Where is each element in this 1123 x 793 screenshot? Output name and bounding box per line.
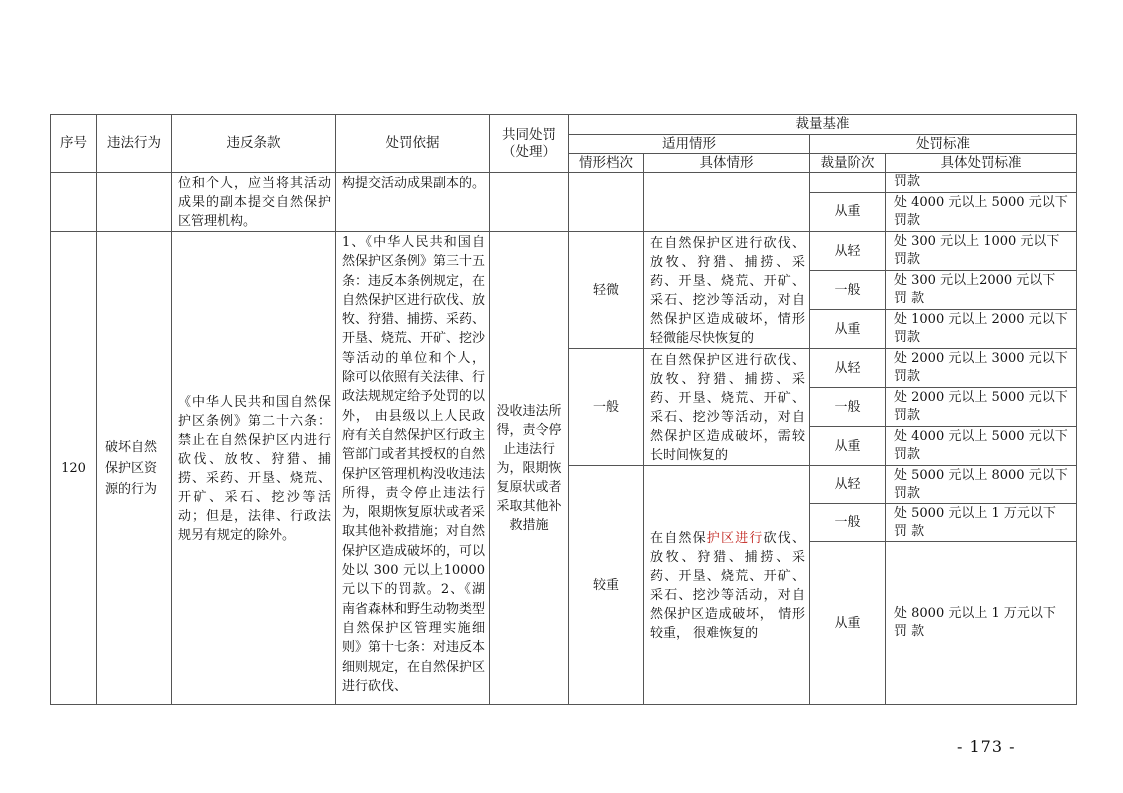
header-detail: 具体处罚标准 [886, 154, 1077, 173]
standard-serious-lenient: 处 5000 元以上 8000 元以下 罚款 [886, 466, 1077, 504]
row-common: 没收违法所得，责令停止违法行为，限期恢复原状或者采取其他补救措施 [490, 232, 569, 705]
standard-light-lenient: 处 300 元以上 1000 元以下 罚款 [886, 232, 1077, 271]
prev-stage-heavy: 从重 [810, 192, 886, 231]
standard-serious-heavy: 处 8000 元以上 1 万元以下 罚 款 [886, 542, 1077, 705]
highlighted-text: 护区进行 [706, 530, 764, 546]
page-number: - 173 - [957, 737, 1016, 756]
prev-seq-cell [51, 173, 97, 232]
header-applicable: 适用情形 [569, 135, 810, 154]
stage-general-lenient: 从轻 [810, 349, 886, 388]
stage-general-heavy: 从重 [810, 427, 886, 466]
stage-serious-normal: 一般 [810, 504, 886, 542]
stage-general-normal: 一般 [810, 388, 886, 427]
prev-situation-cell [644, 173, 810, 232]
stage-serious-heavy: 从重 [810, 542, 886, 705]
header-situation: 具体情形 [644, 154, 810, 173]
header-basis: 处罚依据 [336, 115, 490, 173]
prev-clause-tail: 位和个人，应当将其活动成果的副本提交自然保护区管理机构。 [172, 173, 336, 232]
level-general: 一般 [569, 349, 644, 466]
row-act: 破坏自然保护区资源的行为 [97, 232, 172, 705]
standard-light-heavy: 处 1000 元以上 2000 元以下 罚款 [886, 310, 1077, 349]
prev-level-cell [569, 173, 644, 232]
stage-light-lenient: 从轻 [810, 232, 886, 271]
row-seq: 120 [51, 232, 97, 705]
header-level: 情形档次 [569, 154, 644, 173]
level-serious: 较重 [569, 466, 644, 705]
prev-basis-tail: 构提交活动成果副本的。 [336, 173, 490, 232]
stage-serious-lenient: 从轻 [810, 466, 886, 504]
prev-standard-tail: 罚款 [886, 173, 1077, 193]
situation-serious: 在自然保护区进行砍伐、放牧、狩猎、捕捞、采药、开垦、烧荒、开矿、采石、挖沙等活动，对自然保护区造成破坏， 情形较重， 很难恢复的 [644, 466, 810, 705]
standard-serious-normal: 处 5000 元以上 1 万元以下 罚 款 [886, 504, 1077, 542]
standard-general-lenient: 处 2000 元以上 3000 元以下 罚款 [886, 349, 1077, 388]
row-basis: 1、《中华人民共和国自然保护区条例》第三十五条：违反本条例规定，在自然保护区进行砍伐、放牧、狩猎、捕捞、采药、开垦、烧荒、开矿、挖沙等活动的单位和个人， 除可以依照有关法律、行政法规规定给予处罚的以外， 由县级以上人民政府有关自然保护区行政主管部门或者其授权的自然保护区管理机构没收违法所得，责令停止违法行为，限期恢复原状或者采取其他补救措施；对自然保护区造成破坏的，可以处以 300 元以上10000 元以下的罚款。2、《湖南省森林和野生动物类型自然保护区管理实施细则》第十七条：对违反本细则规定，在自然保护区进行砍伐、 [336, 232, 490, 705]
prev-act-cell [97, 173, 172, 232]
standard-general-heavy: 处 4000 元以上 5000 元以下 罚款 [886, 427, 1077, 466]
header-seq: 序号 [51, 115, 97, 173]
stage-light-normal: 一般 [810, 271, 886, 310]
header-clause: 违反条款 [172, 115, 336, 173]
situation-general: 在自然保护区进行砍伐、放牧、狩猎、捕捞、采药、开垦、烧荒、开矿、采石、挖沙等活动，对自然保护区造成破坏，需较长时间恢复的 [644, 349, 810, 466]
prev-standard-heavy: 处 4000 元以上 5000 元以下 罚款 [886, 192, 1077, 231]
prev-common-cell [490, 173, 569, 232]
header-standard: 处罚标准 [810, 135, 1077, 154]
prev-stage-cell [810, 173, 886, 193]
level-light: 轻微 [569, 232, 644, 349]
standard-light-normal: 处 300 元以上2000 元以下 罚 款 [886, 271, 1077, 310]
standard-general-normal: 处 2000 元以上 5000 元以下 罚款 [886, 388, 1077, 427]
header-discretion: 裁量基准 [569, 115, 1077, 135]
situation-light: 在自然保护区进行砍伐、放牧、狩猎、捕捞、采药、开垦、烧荒、开矿、采石、挖沙等活动，对自然保护区造成破坏，情形轻微能尽快恢复的 [644, 232, 810, 349]
header-stage: 裁量阶次 [810, 154, 886, 173]
row-clause: 《中华人民共和国自然保护区条例》第二十六条：禁止在自然保护区内进行砍伐、放牧、狩猎、捕捞、采药、开垦、烧荒、开矿、采石、挖沙等活动；但是，法律、行政法规另有规定的除外。 [172, 232, 336, 705]
penalty-standards-table [50, 114, 1077, 705]
header-common: 共同处罚（处理） [490, 115, 569, 173]
header-act: 违法行为 [97, 115, 172, 173]
stage-light-heavy: 从重 [810, 310, 886, 349]
